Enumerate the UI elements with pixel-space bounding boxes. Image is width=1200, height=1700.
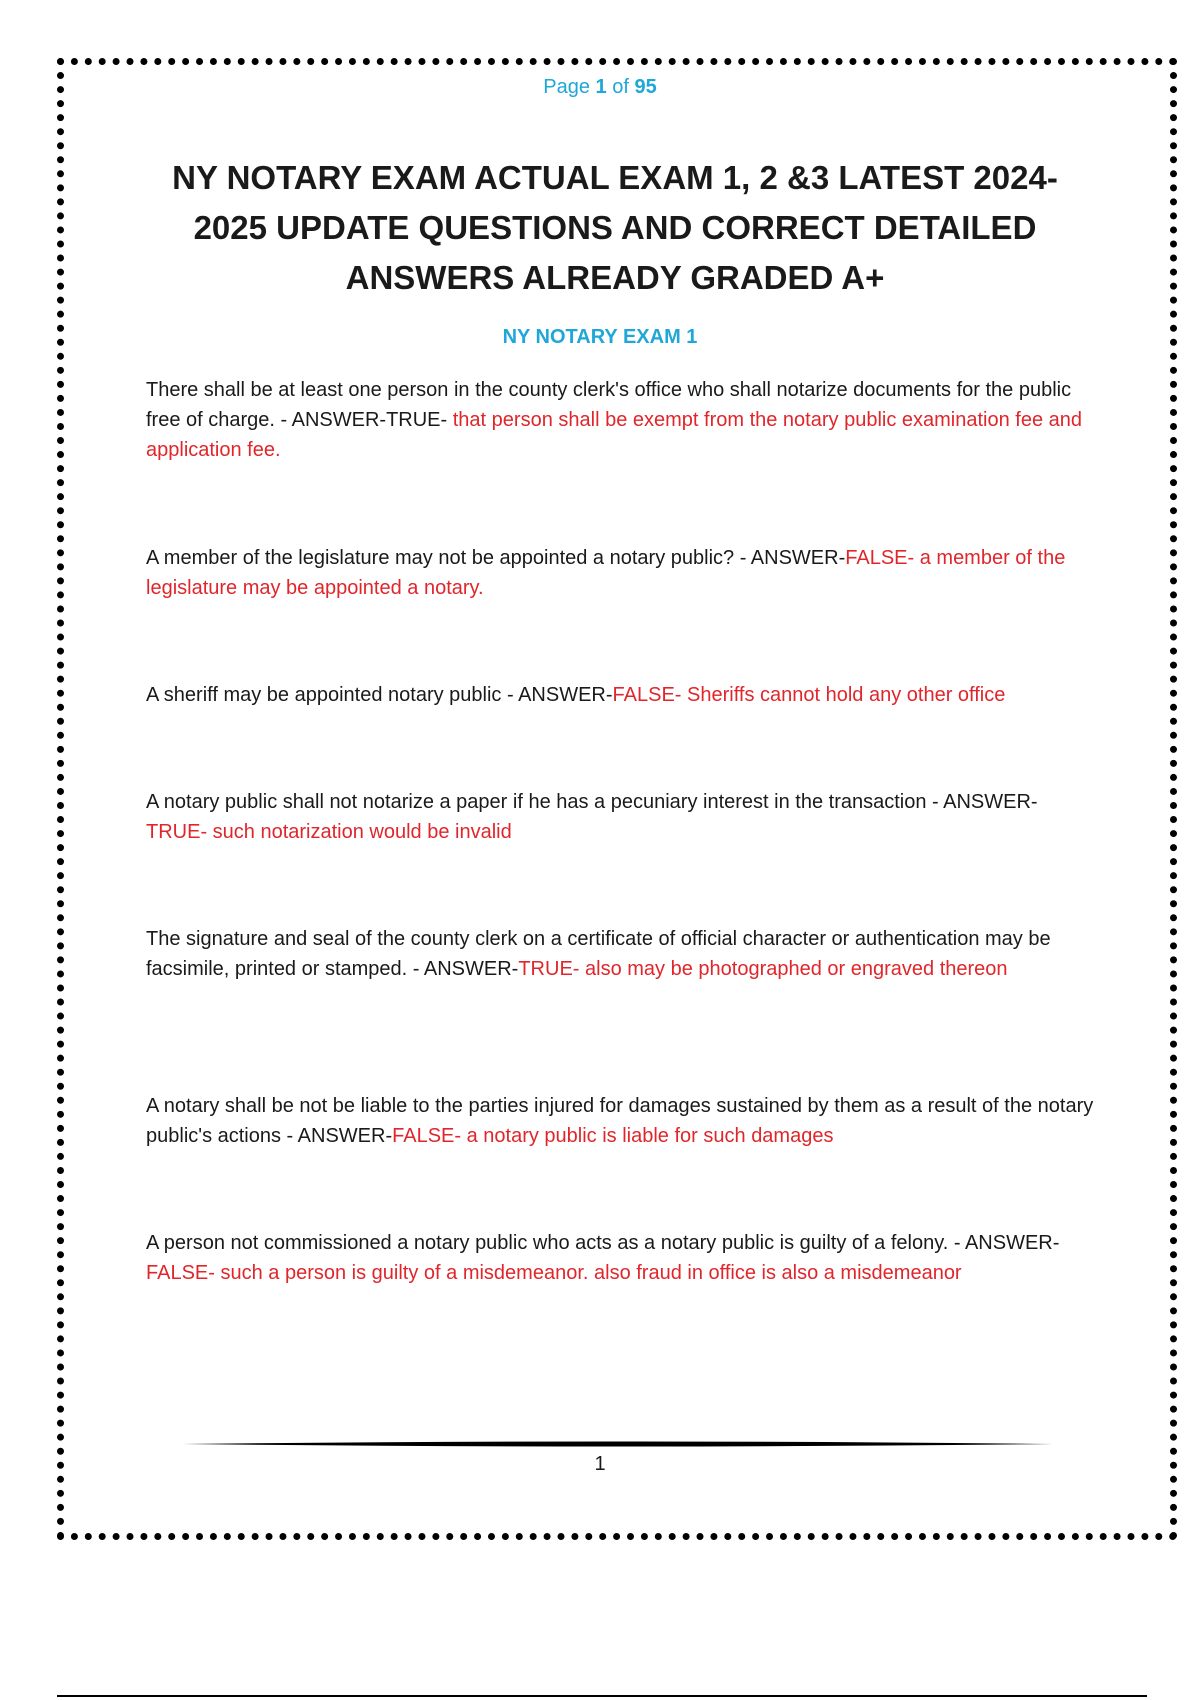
answer-text: TRUE- such notarization would be invalid (146, 821, 512, 843)
question-text: A notary shall be not be liable to the parties injured for damages sustained by them as a result of the notary public's actions - ANSWER- (146, 1095, 1094, 1147)
answer-text: that person shall be exempt from the notary public examination fee and application fee. (146, 409, 1083, 461)
bottom-edge-line (57, 1695, 1147, 1697)
answer-text: FALSE- Sheriffs cannot hold any other office (612, 684, 1006, 706)
page-counter-of: of (606, 76, 635, 98)
qa-item (146, 1228, 1096, 1288)
section-heading: NY NOTARY EXAM 1 (502, 326, 698, 348)
page-counter-total: 95 (634, 76, 657, 98)
answer-text: FALSE- a member of the legislature may be appointed a notary. (146, 547, 1066, 599)
question-text: A person not commissioned a notary public who acts as a notary public is guilty of a felony. - ANSWER- (146, 1232, 1060, 1254)
question-text: A notary public shall not notarize a paper if he has a pecuniary interest in the transaction - ANSWER- (146, 791, 1038, 813)
qa-item (146, 924, 1096, 984)
answer-text: FALSE- such a person is guilty of a misdemeanor. also fraud in office is also a misdemeanor (146, 1262, 962, 1284)
qa-item (146, 787, 1096, 847)
qa-item (146, 1091, 1096, 1151)
question-text: A sheriff may be appointed notary public - ANSWER- (146, 684, 613, 706)
question-text: There shall be at least one person in the county clerk's office who shall notarize documents for the public free of charge. - ANSWER-TRUE- (146, 379, 1072, 431)
question-text: The signature and seal of the county clerk on a certificate of official character or authentication may be facsimile, printed or stamped. - ANSWER- (146, 928, 1051, 980)
qa-item (146, 375, 1096, 465)
answer-text: FALSE- a notary public is liable for such damages (392, 1125, 834, 1147)
page-counter (0, 76, 1200, 99)
page-counter-current: 1 (595, 76, 607, 98)
qa-item (146, 680, 1096, 710)
footer-divider (183, 1440, 1053, 1448)
qa-item (146, 543, 1096, 603)
page-number: 1 (594, 1453, 606, 1475)
answer-text: TRUE- also may be photographed or engraved thereon (518, 958, 1008, 980)
document-title: NY NOTARY EXAM ACTUAL EXAM 1, 2 &3 LATEST 2024-2025 UPDATE QUESTIONS AND CORRECT DETAILED ANSWERS ALREADY GRADED A+ (172, 159, 1058, 296)
page-counter-prefix: Page (543, 76, 596, 98)
question-text: A member of the legislature may not be appointed a notary public? - ANSWER- (146, 547, 846, 569)
